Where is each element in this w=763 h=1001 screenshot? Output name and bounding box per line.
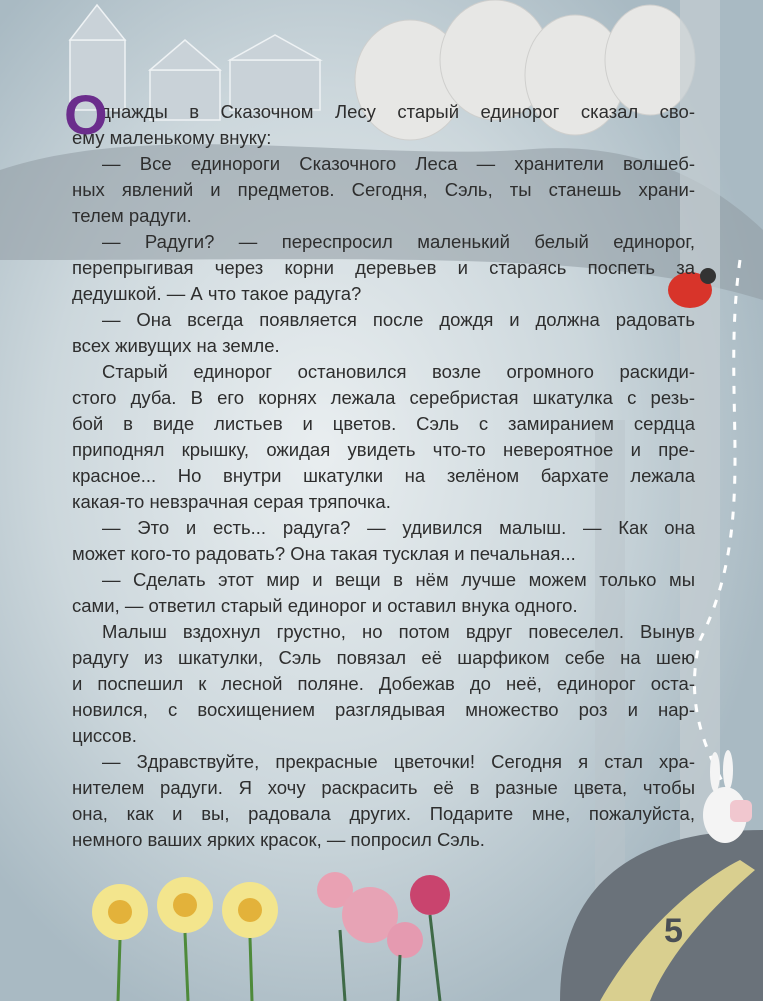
text-line: циссов. bbox=[72, 725, 137, 746]
paragraph bbox=[72, 229, 695, 307]
text-line: нителем радуги. Я хочу раскрасить её в разные цвета, чтобы bbox=[72, 777, 695, 798]
text-line: может кого-то радовать? Она такая тусклая и печальная... bbox=[72, 543, 576, 564]
text-line: немного ваших ярких красок, — попросил Сэль. bbox=[72, 829, 485, 850]
page-number: 5 bbox=[664, 912, 683, 950]
text-line: ему маленькому внуку: bbox=[72, 127, 272, 148]
text-line: радугу из шкатулки, Сэль повязал её шарфиком себе на шею bbox=[72, 647, 695, 668]
paragraph bbox=[72, 307, 695, 359]
text-line: бой в виде листьев и цветов. Сэль с замиранием сердца bbox=[72, 413, 695, 434]
paragraph bbox=[72, 619, 695, 749]
paragraph bbox=[72, 515, 695, 567]
text-line: — Радуги? — переспросил маленький белый единорог, bbox=[102, 231, 695, 252]
text-line: ных явлений и предметов. Сегодня, Сэль, ты станешь храни- bbox=[72, 179, 695, 200]
text-line: Малыш вздохнул грустно, но потом вдруг повеселел. Вынув bbox=[102, 621, 695, 642]
text-line: приподнял крышку, ожидая увидеть что-то невероятное и пре- bbox=[72, 439, 695, 460]
text-line: всех живущих на земле. bbox=[72, 335, 280, 356]
text-line: — Это и есть... радуга? — удивился малыш. — Как она bbox=[102, 517, 695, 538]
paragraph bbox=[72, 99, 695, 151]
paragraph bbox=[72, 567, 695, 619]
text-line: красное... Но внутри шкатулки на зелёном бархате лежала bbox=[72, 465, 695, 486]
text-line: какая-то невзрачная серая тряпочка. bbox=[72, 491, 391, 512]
text-line: сами, — ответил старый единорог и оставил внука одного. bbox=[72, 595, 578, 616]
text-line: телем радуги. bbox=[72, 205, 192, 226]
text-line: дедушкой. — А что такое радуга? bbox=[72, 283, 362, 304]
text-line: и поспешил к лесной поляне. Добежав до неё, единорог оста- bbox=[72, 673, 695, 694]
paragraph bbox=[72, 359, 695, 515]
text-line: перепрыгивая через корни деревьев и стараясь поспеть за bbox=[72, 257, 695, 278]
text-line: Старый единорог остановился возле огромного раскиди- bbox=[102, 361, 695, 382]
text-line: — Здравствуйте, прекрасные цветочки! Сегодня я стал хра- bbox=[102, 751, 695, 772]
story-text bbox=[64, 83, 695, 853]
text-line: — Она всегда появляется после дождя и должна радовать bbox=[102, 309, 695, 330]
text-line: новился, с восхищением разглядывая множество роз и нар- bbox=[72, 699, 695, 720]
paragraph bbox=[72, 151, 695, 229]
text-line: днажды в Сказочном Лесу старый единорог сказал сво- bbox=[100, 101, 695, 122]
text-line: стого дуба. В его корнях лежала серебристая шкатулка с резь- bbox=[72, 387, 695, 408]
paragraph bbox=[72, 749, 695, 853]
drop-cap: О bbox=[64, 83, 108, 146]
text-line: — Все единороги Сказочного Леса — хранители волшеб- bbox=[102, 153, 695, 174]
text-line: она, как и вы, радовала других. Подарите мне, пожалуйста, bbox=[72, 803, 695, 824]
text-line: — Сделать этот мир и вещи в нём лучше можем только мы bbox=[102, 569, 695, 590]
